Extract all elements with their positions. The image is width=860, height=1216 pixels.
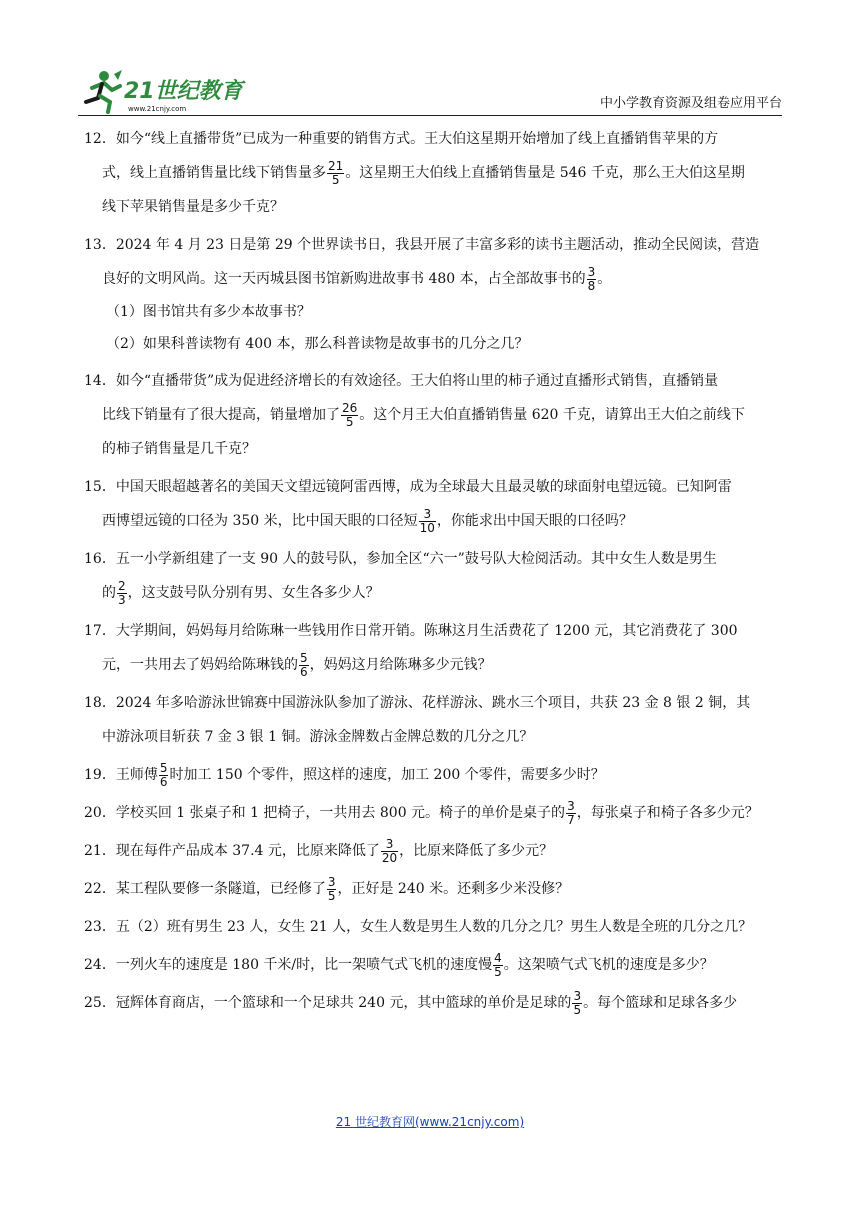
platform-name: 中小学教育资源及组卷应用平台 — [599, 96, 782, 111]
running-figure-icon — [86, 70, 122, 112]
problem-21: 21．现在每件产品成本 37.4 元，比原来降低了 $\frac{3}{20}$ ，比原来降低了多少元？ — [84, 836, 554, 865]
sub-question-2: （2）如果科普读物有 400 本，那么科普读物是故事书的几分之几？ — [106, 336, 529, 352]
fraction: $\frac{3}{7}$ — [567, 798, 575, 827]
problem-16: 16．五一小学新组建了一支 90 人的鼓号队，参加全区“六一”鼓号队大检阅活动。其中女生人数是男生 的 $\frac{2}{3}$ ，这支鼓号队分别有男、女生各多少人？ — [84, 551, 717, 607]
footer-link[interactable]: 21 世纪教育网(www.21cnjy.com) — [335, 1115, 525, 1129]
fraction: $\frac{2}{3}$ — [118, 578, 126, 607]
sub-question-1: （1）图书馆共有多少本故事书？ — [106, 304, 311, 320]
fraction: $\frac{3}{10}$ — [419, 506, 435, 535]
problem-12: 12．如今“线上直播带货”已成为一种重要的销售方式。王大伯这星期开始增加了线上直播销售苹果的方 式，线上直播销售量比线下销售量多 $\frac{21}{5}$ 。这星期王大伯线上直播销售量是 546 千克，那么王大伯这星期 线下苹果销售量是多少千克？ — [84, 131, 745, 215]
fraction: $\frac{3}{8}$ — [587, 264, 596, 293]
fraction: $\frac{5}{6}$ — [300, 650, 308, 679]
problem-23: 23．五（2）班有男生 23 人，女生 21 人，女生人数是男生人数的几分之几？男生人数是全班的几分之几？ — [84, 919, 753, 935]
page-header — [78, 66, 782, 114]
logo-url: www.21cnjy.com — [128, 105, 187, 113]
fraction: $\frac{26}{5}$ — [342, 400, 358, 429]
problem-15: 15．中国天眼超越著名的美国天文望远镜阿雷西博，成为全球最大且最灵敏的球面射电望远镜。已知阿雷 西博望远镜的口径为 350 米，比中国天眼的口径短 $\frac{3}{10}$ ，你能求出中国天眼的口径吗？ — [84, 479, 732, 535]
fraction: $\frac{5}{6}$ — [159, 760, 168, 789]
problem-list — [84, 122, 784, 1024]
logo-text: 21世纪教育 — [124, 79, 243, 104]
problem-24: 24．一列火车的速度是 180 千米/时，比一架喷气式飞机的速度慢 $\frac{4}{5}$ 。这架喷气式飞机的速度是多少？ — [84, 950, 714, 979]
header-divider — [78, 115, 782, 116]
problem-25: 25．冠辉体育商店，一个篮球和一个足球共 240 元，其中篮球的单价是足球的 $\frac{3}{5}$ 。每个篮球和足球各多少 — [84, 988, 738, 1017]
problem-18: 18．2024 年多哈游泳世锦赛中国游泳队参加了游泳、花样游泳、跳水三个项目，共获 23 金 8 银 2 铜，其 中游泳项目斩获 7 金 3 银 1 铜。游泳金牌数占金牌总数的几分之几？ — [84, 695, 751, 745]
logo — [78, 68, 258, 114]
problem-22: 22．某工程队要修一条隧道，已经修了 $\frac{3}{5}$ ，正好是 240 米。还剩多少米没修？ — [84, 874, 570, 903]
fraction: $\frac{3}{20}$ — [381, 836, 398, 865]
problem-17: 17．大学期间，妈妈每月给陈琳一些钱用作日常开销。陈琳这月生活费花了 1200 元，其它消费花了 300 元，一共用去了妈妈给陈琳钱的 $\frac{5}{6}$ ，妈妈这月给陈琳多少元钱？ — [84, 623, 738, 679]
fraction: $\frac{3}{5}$ — [573, 988, 582, 1017]
problem-20: 20．学校买回 1 张桌子和 1 把椅子，一共用去 800 元。椅子的单价是桌子的 $\frac{3}{7}$ ，每张桌子和椅子各多少元？ — [84, 798, 759, 827]
fraction: $\frac{4}{5}$ — [494, 950, 502, 979]
problem-19: 19．王师傅 $\frac{5}{6}$ 时加工 150 个零件，照这样的速度，加工 200 个零件，需要多少时？ — [84, 760, 605, 789]
fraction: $\frac{21}{5}$ — [328, 158, 344, 187]
problem-13: 13．2024 年 4 月 23 日是第 29 个世界读书日，我县开展了丰富多彩的读书主题活动，推动全民阅读，营造 良好的文明风尚。这一天丙城县图书馆新购进故事书 480 本，占全部故事书的 $\frac{3}{8}$ 。 （1）图书馆共有多少本故事书？ （2）如果科普读物有 400 本，那么科普读物是故事书的几分之几？ — [84, 228, 784, 360]
fraction: $\frac{3}{5}$ — [327, 874, 336, 903]
page-footer — [0, 1113, 860, 1130]
problem-14: 14．如今“直播带货”成为促进经济增长的有效途径。王大伯将山里的柿子通过直播形式销售，直播销量 比线下销量有了很大提高，销量增加了 $\frac{26}{5}$ 。这个月王大伯直播销售量 620 千克，请算出王大伯之前线下 的柿子销售量是几千克？ — [84, 373, 745, 457]
